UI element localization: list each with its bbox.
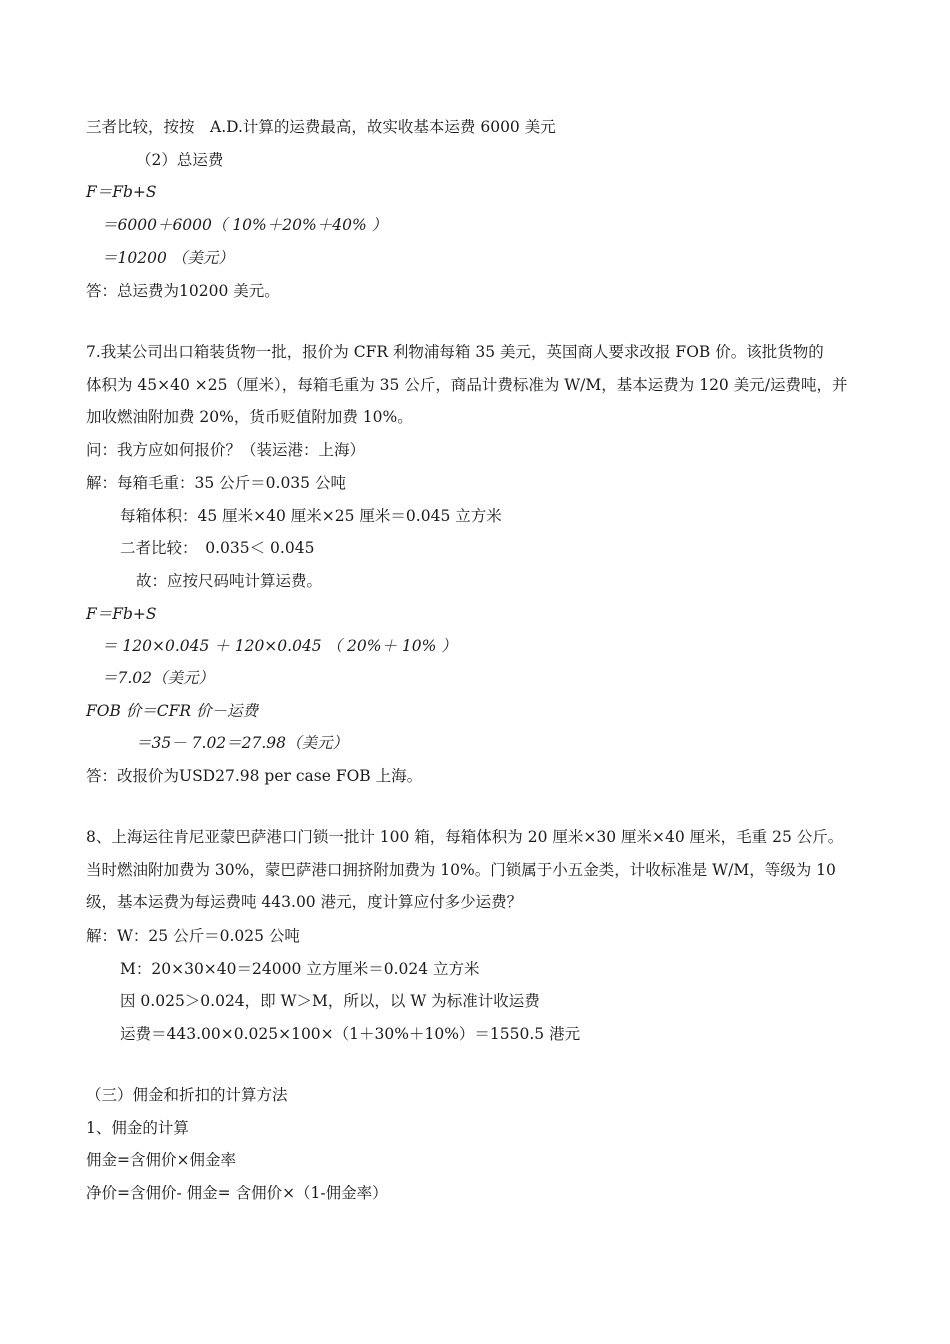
question-line: 问：我方应如何报价？（装运港：上海）: [86, 441, 366, 459]
text-line: （2）总运费: [136, 151, 224, 169]
question-paragraph: 级，基本运费为每运费吨 443.00 港元，度计算应付多少运费？: [86, 893, 523, 911]
solution-line: 因 0.025＞0.024，即 W＞M，所以，以 W 为标准计收运费: [120, 992, 540, 1010]
formula-line: F＝Fb+S: [86, 183, 157, 201]
question-paragraph: 8、上海运往肯尼亚蒙巴萨港口门锁一批计 100 箱，每箱体积为 20 厘米×30 厘米×40 厘米，毛重 25 公斤。: [86, 828, 844, 846]
solution-line: 故：应按尺码吨计算运费。: [136, 572, 323, 590]
formula-line: 佣金=含佣价×佣金率: [86, 1151, 236, 1169]
formula-line: 净价=含佣价- 佣金= 含佣价×（1-佣金率）: [86, 1184, 388, 1202]
question-paragraph: 加收燃油附加费 20%，货币贬值附加费 10%。: [86, 408, 413, 426]
solution-line: 运费＝443.00×0.025×100×（1＋30%＋10%）＝1550.5 港元: [120, 1025, 581, 1043]
formula-line: F＝Fb+S: [86, 605, 157, 623]
question-paragraph: 7.我某公司出口箱装货物一批，报价为 CFR 利物浦每箱 35 美元，英国商人要求改报 FOB 价。该批货物的: [86, 343, 824, 361]
formula-line: ＝6000＋6000（ 10%＋20%＋40% ）: [102, 216, 388, 234]
formula-line: ＝10200 （美元）: [102, 249, 234, 267]
answer-line: 答：改报价为USD27.98 per case FOB 上海。: [86, 767, 423, 785]
subsection-heading: 1、佣金的计算: [86, 1119, 189, 1137]
solution-line: 二者比较： 0.035＜ 0.045: [120, 539, 315, 557]
question-paragraph: 体积为 45×40 ×25（厘米），每箱毛重为 35 公斤，商品计费标准为 W/M，基本运费为 120 美元/运费吨，并: [86, 376, 848, 394]
solution-line: 每箱体积：45 厘米×40 厘米×25 厘米＝0.045 立方米: [120, 507, 502, 525]
formula-line: ＝ 120×0.045 ＋ 120×0.045 （ 20%＋ 10% ）: [102, 637, 457, 655]
formula-line: FOB 价＝CFR 价－运费: [86, 702, 258, 720]
solution-line: M：20×30×40＝24000 立方厘米＝0.024 立方米: [120, 960, 480, 978]
answer-line: 答：总运费为10200 美元。: [86, 282, 280, 300]
formula-line: ＝35－ 7.02＝27.98（美元）: [136, 734, 349, 752]
solution-line: 解：W：25 公斤＝0.025 公吨: [86, 927, 300, 945]
question-paragraph: 当时燃油附加费为 30%，蒙巴萨港口拥挤附加费为 10%。门锁属于小五金类，计收标准是 W/M，等级为 10: [86, 861, 836, 879]
formula-line: ＝7.02（美元）: [102, 669, 215, 687]
text-line: 三者比较，按按 A.D.计算的运费最高，故实收基本运费 6000 美元: [86, 118, 556, 136]
section-heading: （三）佣金和折扣的计算方法: [86, 1086, 288, 1104]
solution-line: 解：每箱毛重：35 公斤＝0.035 公吨: [86, 474, 346, 492]
